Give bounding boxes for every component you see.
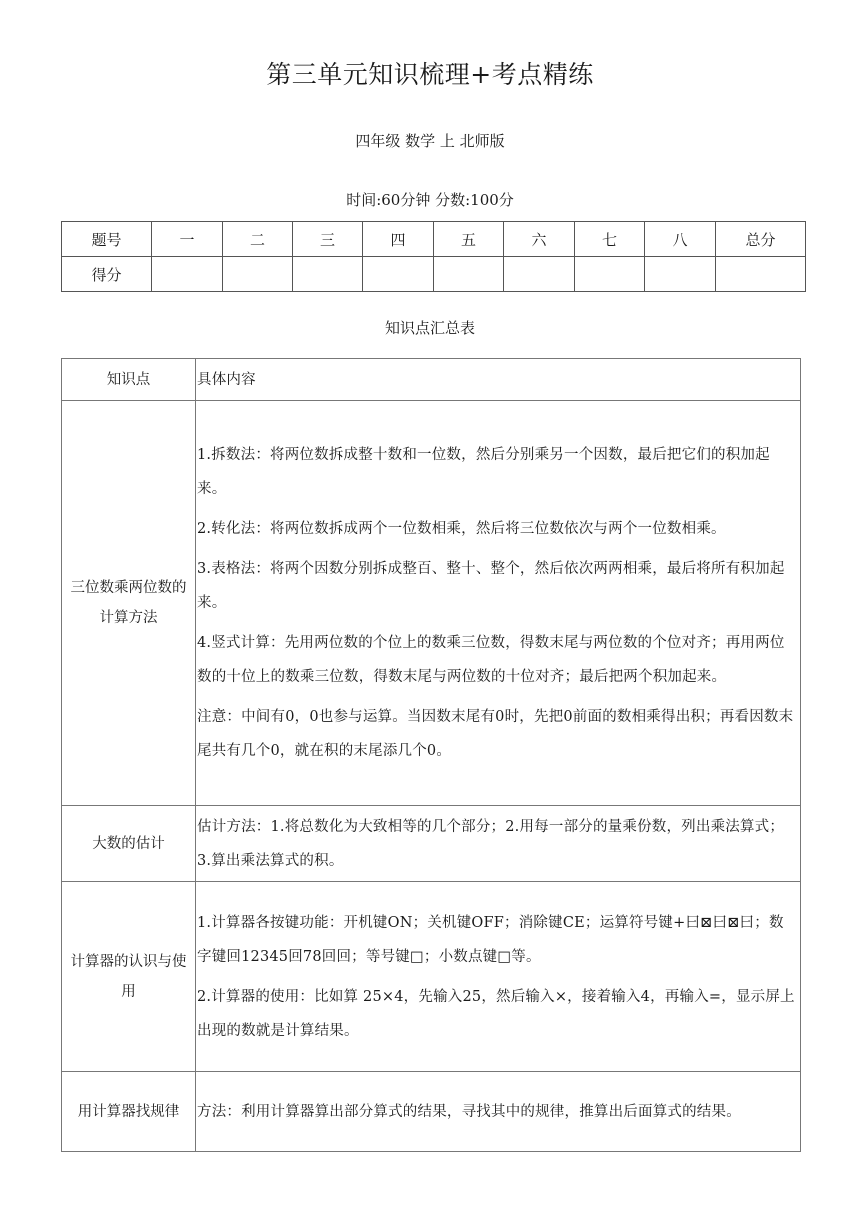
- question-1-header: 一: [152, 222, 223, 257]
- score-cell-8[interactable]: [645, 257, 716, 292]
- summary-row-multiplication: [62, 401, 801, 806]
- question-6-header: 六: [504, 222, 575, 257]
- score-cell-4[interactable]: [363, 257, 434, 292]
- knowledge-point-content: [196, 1072, 801, 1152]
- score-table-score-row: [62, 257, 806, 292]
- question-3-header: 三: [293, 222, 363, 257]
- content-paragraph: 1.计算器各按键功能：开机键ON；关机键OFF；消除键CE；运算符号键+曰⊠曰⊠曰；数字键回12345回78回回；等号键□；小数点键□等。: [197, 914, 784, 965]
- document-subtitle: 四年级 数学 上 北师版: [355, 132, 505, 150]
- summary-section-title: 知识点汇总表: [384, 319, 475, 337]
- content-paragraph: 4.竖式计算：先用两位数的个位上的数乘三位数，得数末尾与两位数的个位对齐；再用两位数的十位上的数乘三位数，得数末尾与两位数的十位对齐；最后把两个积加起来。: [197, 635, 785, 685]
- score-cell-1[interactable]: [152, 257, 223, 292]
- knowledge-point-name: 用计算器找规律: [62, 1072, 196, 1152]
- score-row-label: 得分: [62, 257, 152, 292]
- score-cell-3[interactable]: [293, 257, 363, 292]
- document-title: 第三单元知识梳理+考点精练: [266, 60, 594, 89]
- question-7-header: 七: [575, 222, 645, 257]
- knowledge-point-content: [196, 882, 801, 1072]
- content-paragraph: 估计方法：1.将总数化为大致相等的几个部分；2.用每一部分的量乘份数，列出乘法算式；3.算出乘法算式的积。: [197, 818, 785, 869]
- content-paragraph: 2.转化法：将两位数拆成两个一位数相乘，然后将三位数依次与两个一位数相乘。: [197, 521, 726, 537]
- summary-row-calculator: [62, 882, 801, 1072]
- score-cell-5[interactable]: [434, 257, 504, 292]
- question-number-label: 题号: [62, 222, 152, 257]
- knowledge-point-name: 计算器的认识与使用: [62, 882, 196, 1072]
- summary-row-estimation: [62, 806, 801, 882]
- question-2-header: 二: [223, 222, 293, 257]
- summary-header-row: [62, 359, 801, 401]
- knowledge-point-content: [196, 401, 801, 806]
- knowledge-point-name: 三位数乘两位数的计算方法: [62, 401, 196, 806]
- total-score-header: 总分: [716, 222, 806, 257]
- question-8-header: 八: [645, 222, 716, 257]
- score-cell-6[interactable]: [504, 257, 575, 292]
- knowledge-point-name: 大数的估计: [62, 806, 196, 882]
- content-paragraph: 注意：中间有0，0也参与运算。当因数末尾有0时，先把0前面的数相乘得出积；再看因数末尾共有几个0，就在积的末尾添几个0。: [197, 709, 794, 759]
- score-cell-2[interactable]: [223, 257, 293, 292]
- content-paragraph: 方法：利用计算器算出部分算式的结果，寻找其中的规律，推算出后面算式的结果。: [197, 1103, 741, 1120]
- knowledge-summary-table: [61, 358, 801, 1152]
- content-header: 具体内容: [196, 359, 801, 401]
- score-table: [61, 221, 806, 292]
- score-cell-total[interactable]: [716, 257, 806, 292]
- knowledge-point-header: 知识点: [62, 359, 196, 401]
- content-paragraph: 1.拆数法：将两位数拆成整十数和一位数，然后分别乘另一个因数，最后把它们的积加起来。: [197, 447, 770, 497]
- summary-row-patterns: [62, 1072, 801, 1152]
- question-4-header: 四: [363, 222, 434, 257]
- content-paragraph: 2.计算器的使用：比如算 25×4，先输入25，然后输入×，接着输入4，再输入=，显示屏上出现的数就是计算结果。: [197, 988, 795, 1039]
- score-cell-7[interactable]: [575, 257, 645, 292]
- knowledge-point-content: [196, 806, 801, 882]
- score-table-header-row: [62, 222, 806, 257]
- content-paragraph: 3.表格法：将两个因数分别拆成整百、整十、整个，然后依次两两相乘，最后将所有积加起来。: [197, 561, 785, 611]
- question-5-header: 五: [434, 222, 504, 257]
- exam-time-info: 时间:60分钟 分数:100分: [346, 191, 514, 209]
